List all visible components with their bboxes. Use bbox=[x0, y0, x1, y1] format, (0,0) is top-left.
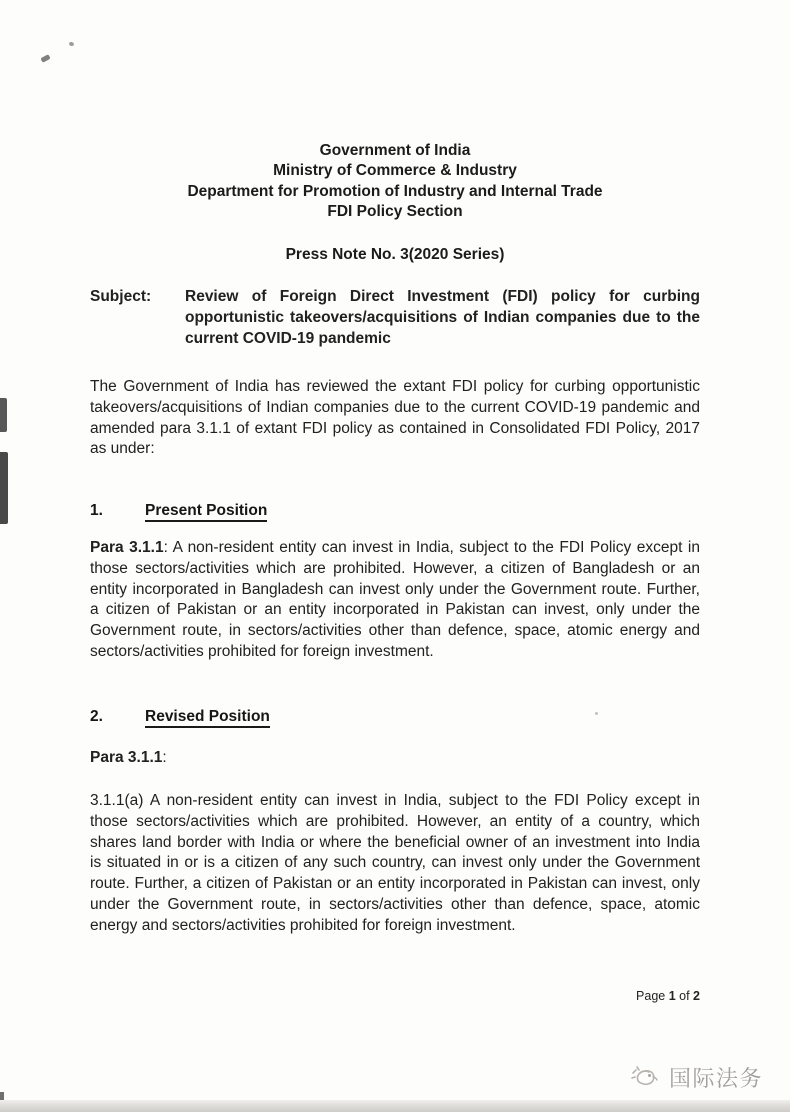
page-indicator bbox=[90, 988, 700, 1004]
text-line: takeovers/acquisitions of Indian companies due to the current COVID-19 pandemic and bbox=[90, 398, 700, 416]
watermark bbox=[630, 1060, 763, 1094]
section-name: FDI Policy Section bbox=[327, 203, 463, 221]
section-1-paragraph bbox=[90, 538, 700, 663]
of-word: of bbox=[675, 989, 694, 1003]
page-total: 2 bbox=[693, 989, 700, 1003]
text-line: amended para 3.1.1 of extant FDI policy as contained in Consolidated FDI Policy, 2017 bbox=[90, 419, 700, 437]
text-line: shares land border with India or where the beneficial owner of an investment into India bbox=[90, 833, 700, 851]
watermark-text: 国际法务 bbox=[668, 1065, 763, 1091]
press-note-title: Press Note No. 3(2020 Series) bbox=[285, 246, 505, 263]
section-1-title: Present Position bbox=[145, 502, 267, 522]
mascot-doodle-icon bbox=[630, 1063, 662, 1091]
section-2-paragraph bbox=[90, 791, 700, 937]
text-line: The Government of India has reviewed the extant FDI policy for curbing opportunistic bbox=[90, 378, 700, 395]
subject-block bbox=[90, 287, 700, 349]
scan-bottom-edge bbox=[0, 1100, 790, 1112]
line-text: : bbox=[162, 749, 167, 766]
text-line: current COVID-19 pandemic bbox=[185, 329, 391, 347]
text-line: a citizen of Pakistan or an entity incorporated in Pakistan can invest, only under the bbox=[90, 601, 700, 619]
document-letterhead bbox=[90, 141, 700, 223]
page-current: 1 bbox=[668, 989, 676, 1003]
section-2-heading bbox=[90, 707, 700, 728]
text-line: Government route, in sectors/activities other than defence, space, atomic energy and bbox=[90, 622, 700, 640]
text-line: as under: bbox=[90, 440, 155, 458]
text-line bbox=[90, 748, 700, 769]
line-text: : A non-resident entity can invest in India, subject to the FDI Policy except in bbox=[163, 539, 700, 556]
subject-label: Subject: bbox=[90, 288, 152, 305]
text-line: under the Government route, in sectors/activities other than defence, space, atomic bbox=[90, 895, 700, 913]
scan-edge-mark bbox=[0, 452, 8, 524]
scan-speck bbox=[40, 54, 50, 63]
section-2-title: Revised Position bbox=[145, 708, 270, 728]
text-line: route. Further, a citizen of Pakistan or an entity incorporated in Pakistan can invest, only bbox=[90, 875, 700, 893]
section-2-number: 2. bbox=[90, 708, 103, 725]
bold-lead: Para 3.1.1 bbox=[90, 539, 164, 556]
section-1-heading bbox=[90, 501, 700, 522]
text-line: opportunistic takeovers/acquisitions of Indian companies due to the bbox=[185, 308, 700, 326]
scan-edge-mark bbox=[0, 398, 7, 432]
text-line bbox=[90, 538, 700, 559]
subject-text bbox=[185, 287, 700, 349]
page-word: Page bbox=[636, 989, 669, 1003]
section-1-number: 1. bbox=[90, 502, 103, 519]
text-line: energy and sectors/activities prohibited for foreign investment. bbox=[90, 916, 516, 934]
section-2-para-label bbox=[90, 748, 700, 769]
scan-speck bbox=[68, 41, 74, 46]
org-name: Government of India bbox=[319, 142, 471, 159]
text-line: Review of Foreign Direct Investment (FDI) policy for curbing bbox=[185, 288, 700, 305]
text-line: those sectors/activities which are prohibited. However, a citizen of Bangladesh or an bbox=[90, 559, 700, 577]
ministry-name: Ministry of Commerce & Industry bbox=[273, 162, 517, 180]
bold-lead: Para 3.1.1 bbox=[90, 749, 163, 766]
text-line: those sectors/activities which are prohibited. However, an entity of a country, which bbox=[90, 812, 700, 830]
text-line: is situated in or is a citizen of any such country, can invest only under the Government bbox=[90, 854, 700, 872]
department-name: Department for Promotion of Industry and Internal Trade bbox=[187, 182, 603, 200]
text-line: sectors/activities prohibited for foreign investment. bbox=[90, 642, 434, 660]
text-line: entity incorporated in Bangladesh can invest only under the Government route. Further, bbox=[90, 580, 700, 598]
text-line: 3.1.1(a) A non-resident entity can invest in India, subject to the FDI Policy except in bbox=[90, 792, 700, 809]
intro-paragraph bbox=[90, 377, 700, 460]
